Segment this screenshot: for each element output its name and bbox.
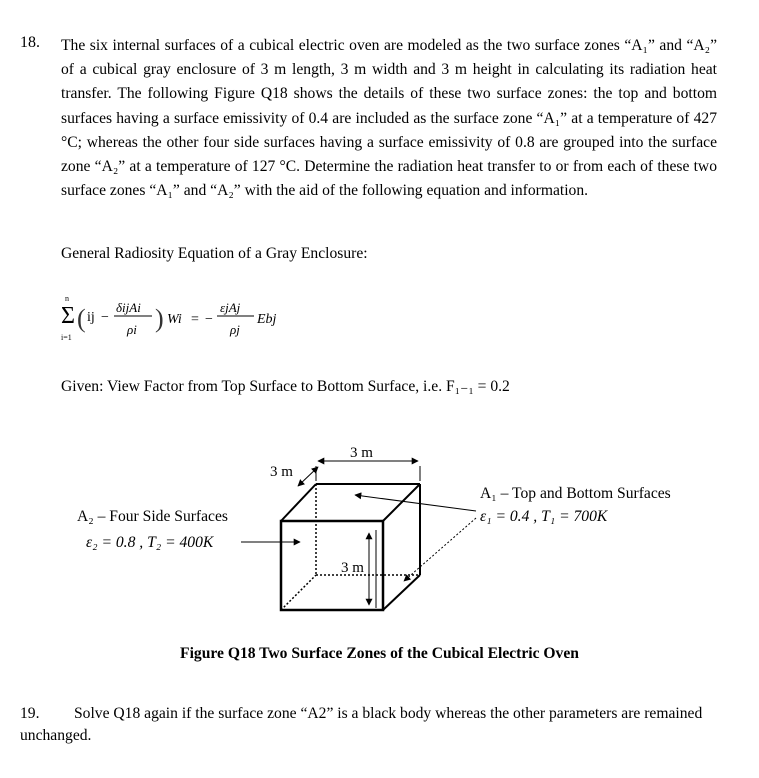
minus-sign: − <box>101 310 109 325</box>
equation-title: General Radiosity Equation of a Gray Enclosure: <box>61 245 368 262</box>
question-18-text: The six internal surfaces of a cubical electric oven are modeled as the two surface zones “A₁” and “A₂” of a cubical gray enclosure of 3 m length, 3 m width and 3 m height in calculating its radiation heat transfer. The following Figure Q18 shows the details of these two surface zones: the top and bottom surfaces having a surface emissivity of 0.4 are included as the surface zone “A₁” at a temperature of 427 °C; whereas the other four side surfaces having a surface emissivity of 0.8 are grouped into the surface zone “A₂” at a temperature of 127 °C. Determine the radiation heat transfer to or from each of these two surface zones “A₁” and “A₂” with the aid of the following equation and information. <box>61 37 717 200</box>
cube-hidden-depth-edge <box>281 575 316 610</box>
a1-properties: ε₁ = 0.4 , T₁ = 700K <box>480 508 608 525</box>
cube-bottom-right-depth-edge <box>383 575 420 610</box>
dim-inner-label: 3 m <box>341 560 364 576</box>
right-fraction-denominator: ρj <box>230 322 240 337</box>
a2-properties: ε₂ = 0.8 , T₂ = 400K <box>86 534 214 551</box>
question-19-text: Solve Q18 again if the surface zone “A2” is a black body whereas the other parameters are remained unchanged. <box>20 705 703 744</box>
dim-left-arrow <box>298 467 318 486</box>
a1-pointer-top-arrow <box>355 495 476 511</box>
e-term: Ebj <box>257 312 277 327</box>
negative-sign: − <box>205 312 213 327</box>
cube-drawing <box>281 484 420 610</box>
right-paren: ) <box>155 304 164 333</box>
a2-label: A₂ – Four Side Surfaces <box>77 508 228 525</box>
left-fraction-numerator: δijAi <box>116 300 141 315</box>
sum-upper-limit: n <box>65 294 69 303</box>
w-term: Wi <box>167 312 182 327</box>
question-19 <box>20 703 710 747</box>
cube-top-left-depth-edge <box>281 484 316 521</box>
given-view-factor: Given: View Factor from Top Surface to Bottom Surface, i.e. F₁₋₁ = 0.2 <box>61 378 510 395</box>
equals-sign: = <box>191 312 199 327</box>
right-fraction-numerator: εjAj <box>220 300 241 315</box>
cube-front-face <box>281 521 383 610</box>
a1-label: A₁ – Top and Bottom Surfaces <box>480 485 671 502</box>
dim-top-label: 3 m <box>350 445 373 461</box>
figure-caption: Figure Q18 Two Surface Zones of the Cubical Electric Oven <box>180 645 579 662</box>
sigma-symbol: Σ <box>61 303 75 329</box>
sum-lower-limit: i=1 <box>61 333 72 342</box>
question-19-number: 19. <box>20 705 40 722</box>
dim-left-label: 3 m <box>270 464 293 480</box>
left-fraction-denominator: ρi <box>127 322 137 337</box>
question-18-number: 18. <box>20 34 40 51</box>
cube-figure <box>60 438 720 613</box>
a1-pointer-bottom-arrow <box>404 518 476 581</box>
radiosity-equation <box>60 288 320 348</box>
left-paren: ( <box>77 304 86 333</box>
ij-term: ij <box>87 310 95 325</box>
